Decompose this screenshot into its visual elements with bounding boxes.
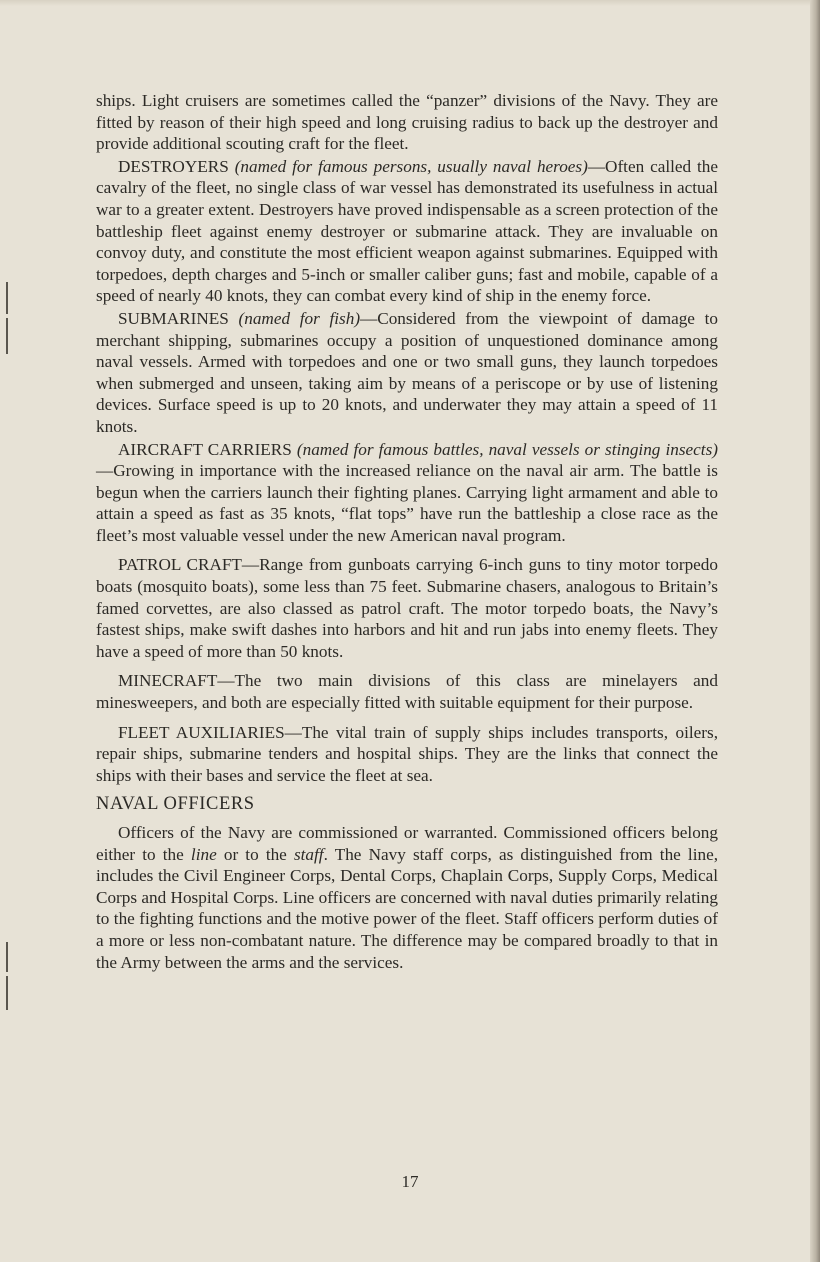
italic-term-line: line [190,844,217,864]
paragraph-text: . The Navy staff corps, as distinguished from the line, includes the Civil Engineer Corps, Dental Corps, Chaplain Corps, Supply Corps, Medical Corps and Hospital Corps. Line officers are concerned with naval duties primarily relating to the fighting functions and the motive power of the fleet. Staff officers perform duties of a more or less non-combatant nature. The difference may be compared broadly to that in the Army between the arms and the services. [96,844,719,972]
paragraph-aircraft-carriers [96,439,718,547]
paragraph-lead: AIRCRAFT CARRIERS [118,439,297,459]
paragraph-italic-note: (named for famous battles, naval vessels or stinging insects) [296,439,718,459]
binding-mark [6,976,8,1010]
paragraph-submarines [96,308,718,438]
body-text [96,90,718,974]
section-heading-naval-officers: NAVAL OFFICERS [96,794,255,815]
paragraph-light-cruisers [96,90,718,155]
paragraph-destroyers [96,156,718,307]
paragraph-minecraft [96,670,718,713]
paragraph-naval-officers [96,822,718,973]
page-top-shadow [0,0,820,6]
paragraph-text: —Considered from the viewpoint of damage to merchant shipping, submarines occupy a position of unquestioned dominance among naval vessels. Armed with torpedoes and one or two small guns, they launch torpedoes when submerged and unseen, taking aim by means of a periscope or by use of listening devices. Surface speed is up to 20 knots, and underwater they may attain a speed of 11 knots. [96,308,718,436]
paragraph-text: Officers of the Navy are commissioned or warranted. Commissioned officers belong either to the [96,823,718,864]
paragraph-fleet-auxiliaries [96,722,718,787]
paragraph-text: —Often called the cavalry of the fleet, no single class of war vessel has demonstrated its usefulness in actual war to a greater extent. Destroyers have proved indispensable as a screen protection of the battleship fleet against enemy destroyer or submarine attack. They are invaluable on convoy duty, and constitute the most efficient weapon against submarines. Equipped with torpedoes, depth charges and 5-inch or smaller caliber guns; fast and mobile, capable of a speed of nearly 40 knots, they can combat every kind of ship in the enemy force. [96,156,719,306]
paragraph-text: MINECRAFT—The two main divisions of this class are minelayers and minesweepers, and both are especially fitted with suitable equipment for their purpose. [96,671,718,713]
italic-term-staff: staff [293,844,324,864]
page-number: 17 [401,1172,419,1191]
binding-mark [6,282,8,314]
binding-mark [6,318,8,354]
paragraph-italic-note: (named for famous persons, usually naval heroes) [234,156,588,176]
paragraph-patrol-craft [96,554,718,662]
paragraph-lead: DESTROYERS [118,156,235,176]
page-edge [810,0,820,1262]
paragraph-text: FLEET AUXILIARIES—The vital train of supply ships includes transports, oilers, repair ships, submarine tenders and hospital ships. They are the links that connect the ships with their bases and service the fleet at sea. [96,722,718,785]
paragraph-text: —Growing in importance with the increased reliance on the naval air arm. The battle is begun when the carriers launch their fighting planes. Carrying light armament and able to attain a speed as fast as 35 knots, “flat tops” have run the battleship a close race as the fleet’s most valuable vessel under the new American naval program. [96,461,718,545]
binding-mark [6,942,8,972]
paragraph-italic-note: (named for fish) [238,308,361,328]
paragraph-text: ships. Light cruisers are sometimes called the “panzer” divisions of the Navy. They are fitted by reason of their high speed and long cruising radius to back up the destroyer and provide additional scouting craft for the fleet. [96,91,718,154]
paragraph-lead: SUBMARINES [118,308,239,328]
paragraph-text: PATROL CRAFT—Range from gunboats carrying 6-inch guns to tiny motor torpedo boats (mosquito boats), some less than 75 feet. Submarine chasers, analogous to Britain’s famed corvettes, are also classed as patrol craft. The motor torpedo boats, the Navy’s fastest ships, make swift dashes into harbors and hit and run jabs into enemy fleets. They have a speed of more than 50 knots. [96,555,718,661]
paragraph-text: or to the [216,844,294,864]
